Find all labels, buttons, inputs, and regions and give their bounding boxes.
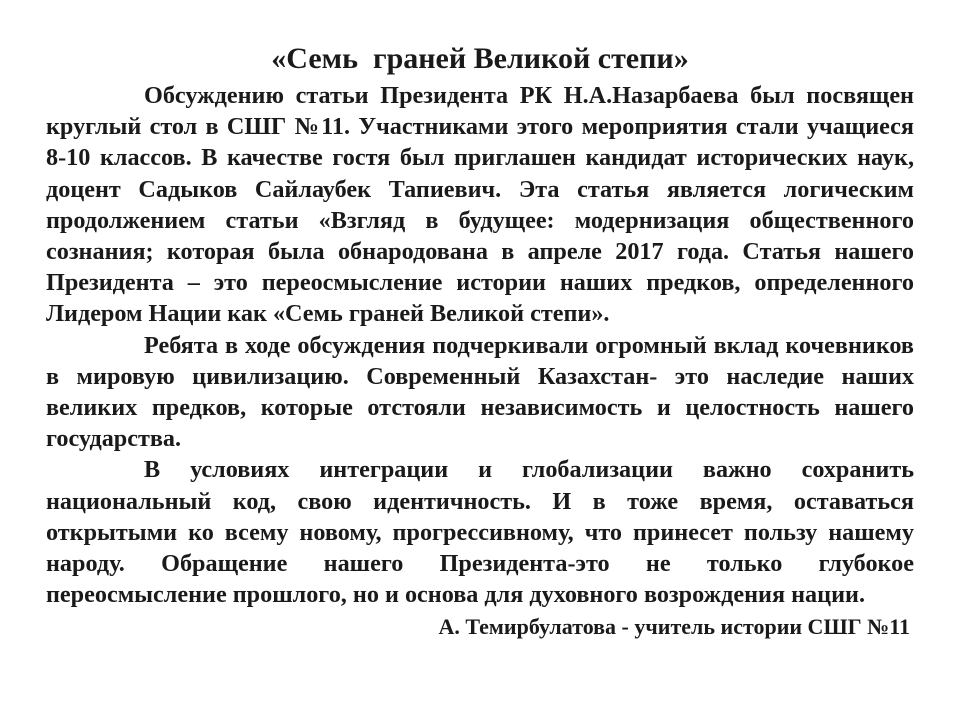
paragraph-3: В условиях интеграции и глобализации важно сохранить национальный код, свою идентичность. И в тоже время, оставаться открытыми ко всему новому, прогрессивному, что принесет пользу нашему народу. Обращение нашего Президента-это не только глубокое переосмысление прошлого, но и основа для духовного возрождения нации. [46,456,914,609]
document-page [46,38,914,642]
document-title: «Семь граней Великой степи» [271,42,689,75]
paragraph-1: Обсуждению статьи Президента РК Н.А.Назарбаева был посвящен круглый стол в СШГ №11. Участниками этого мероприятия стали учащиеся 8-10 классов. В качестве гостя был приглашен кандидат исторических наук, доцент Садыков Сайлаубек Тапиевич. Эта статья является логическим продолжением статьи «Взгляд в будущее: модернизация общественного сознания; которая была обнародована в апреле 2017 года. Статья нашего Президента – это переосмысление истории наших предков, определенного Лидером Нации как «Семь граней Великой степи». [46,82,914,328]
paragraph-2: Ребята в ходе обсуждения подчеркивали огромный вклад кочевников в мировую цивилизацию. Современный Казахстан- это наследие наших великих предков, которые отстояли независимость и целостность нашего государства. [46,331,914,453]
author-signature: А. Темирбулатова - учитель истории СШГ №11 [438,614,910,640]
